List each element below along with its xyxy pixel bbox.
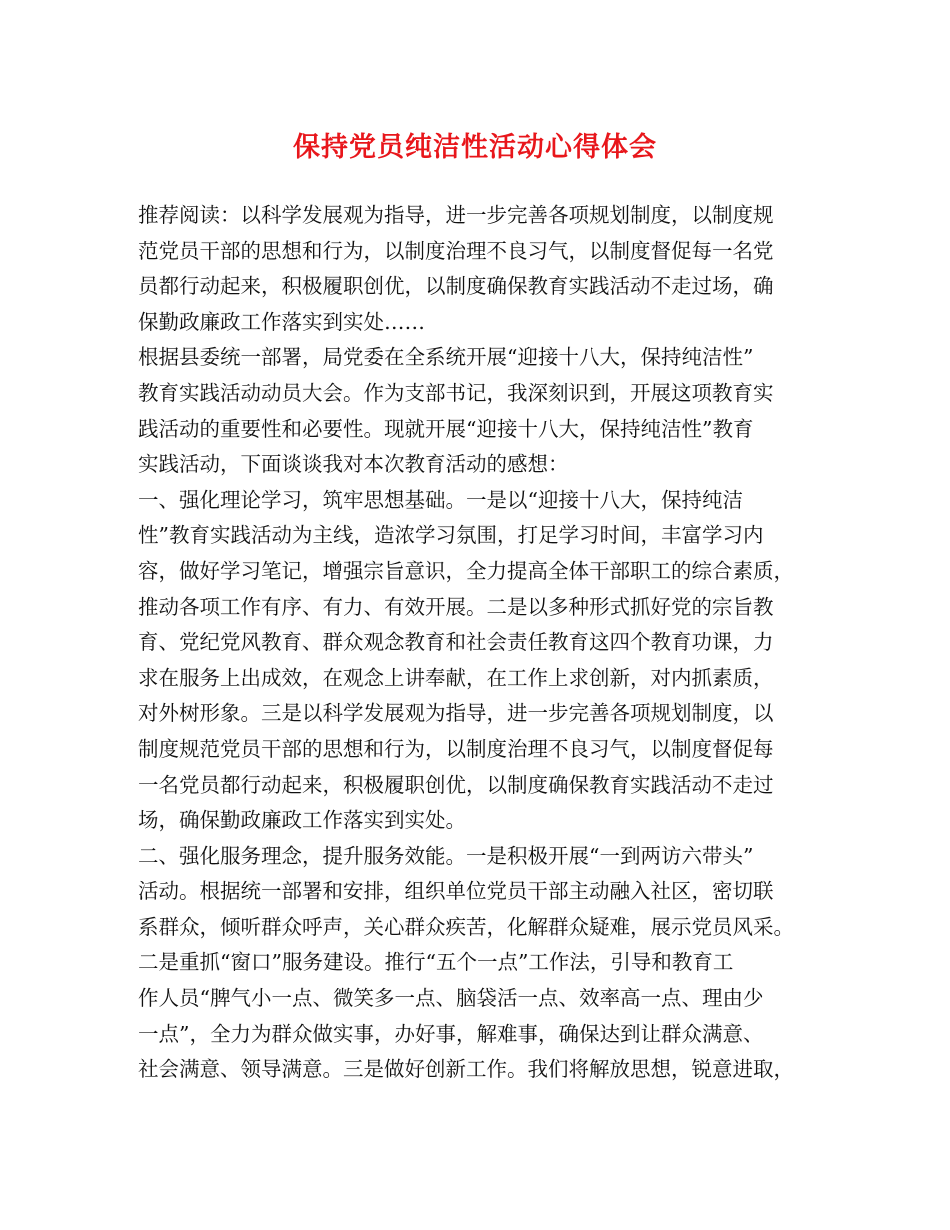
- text-line: 对外树形象。三是以科学发展观为指导，进一步完善各项规划制度，以: [138, 701, 774, 726]
- paragraph-recommended-reading: [138, 198, 828, 340]
- text-line: 一点”，全力为群众做实事，办好事，解难事，确保达到让群众满意、: [138, 1021, 764, 1046]
- text-line: 社会满意、领导满意。三是做好创新工作。我们将解放思想，锐意进取，: [138, 1057, 794, 1082]
- text-line: 系群众，倾听群众呼声，关心群众疾苦，化解群众疑难，展示党员风采。: [138, 914, 794, 939]
- text-line: 容，做好学习笔记，增强宗旨意识，全力提高全体干部职工的综合素质，: [138, 558, 794, 583]
- text-line: 实践活动，下面谈谈我对本次教育活动的感想：: [138, 452, 569, 477]
- text-line: 求在服务上出成效，在观念上讲奉献，在工作上求创新，对内抓素质，: [138, 665, 774, 690]
- text-line: 制度规范党员干部的思想和行为，以制度治理不良习气，以制度督促每: [138, 736, 774, 761]
- paragraph-introduction: [138, 340, 828, 482]
- text-line: 员都行动起来，积极履职创优，以制度确保教育实践活动不走过场，确: [138, 274, 774, 299]
- text-line: 一、强化理论学习，筑牢思想基础。一是以“迎接十八大，保持纯洁: [138, 487, 743, 512]
- text-line: 一名党员都行动起来，积极履职创优，以制度确保教育实践活动不走过: [138, 772, 774, 797]
- text-line: 活动。根据统一部署和安排，组织单位党员干部主动融入社区，密切联: [138, 879, 774, 904]
- text-line: 二、强化服务理念，提升服务效能。一是积极开展“一到两访六带头”: [138, 843, 754, 868]
- text-line: 推荐阅读：以科学发展观为指导，进一步完善各项规划制度，以制度规: [138, 203, 774, 227]
- document-body: [138, 198, 828, 1088]
- text-line: 推动各项工作有序、有力、有效开展。二是以多种形式抓好党的宗旨教: [138, 594, 774, 619]
- text-line: 教育实践活动动员大会。作为支部书记，我深刻识到，开展这项教育实: [138, 380, 774, 405]
- text-line: 范党员干部的思想和行为，以制度治理不良习气，以制度督促每一名党: [138, 238, 774, 263]
- text-line: 作人员“脾气小一点、微笑多一点、脑袋活一点、效率高一点、理由少: [138, 986, 764, 1011]
- text-line: 二是重抓“窗口”服务建设。推行“五个一点”工作法，引导和教育工: [138, 950, 734, 975]
- paragraph-section-two: [138, 839, 828, 1088]
- paragraph-section-one: [138, 483, 828, 839]
- text-line: 性”教育实践活动为主线，造浓学习氛围，打足学习时间，丰富学习内: [138, 523, 764, 548]
- text-line: 根据县委统一部署，局党委在全系统开展“迎接十八大，保持纯洁性”: [138, 345, 754, 370]
- document-title: 保持党员纯洁性活动心得体会: [293, 132, 657, 163]
- text-line: 场，确保勤政廉政工作落实到实处。: [138, 808, 466, 833]
- text-line: 育、党纪党风教育、群众观念教育和社会责任教育这四个教育功课，力: [138, 630, 774, 655]
- text-line: 践活动的重要性和必要性。现就开展“迎接十八大，保持纯洁性”教育: [138, 416, 754, 441]
- text-line: 保勤政廉政工作落实到实处……: [138, 309, 425, 334]
